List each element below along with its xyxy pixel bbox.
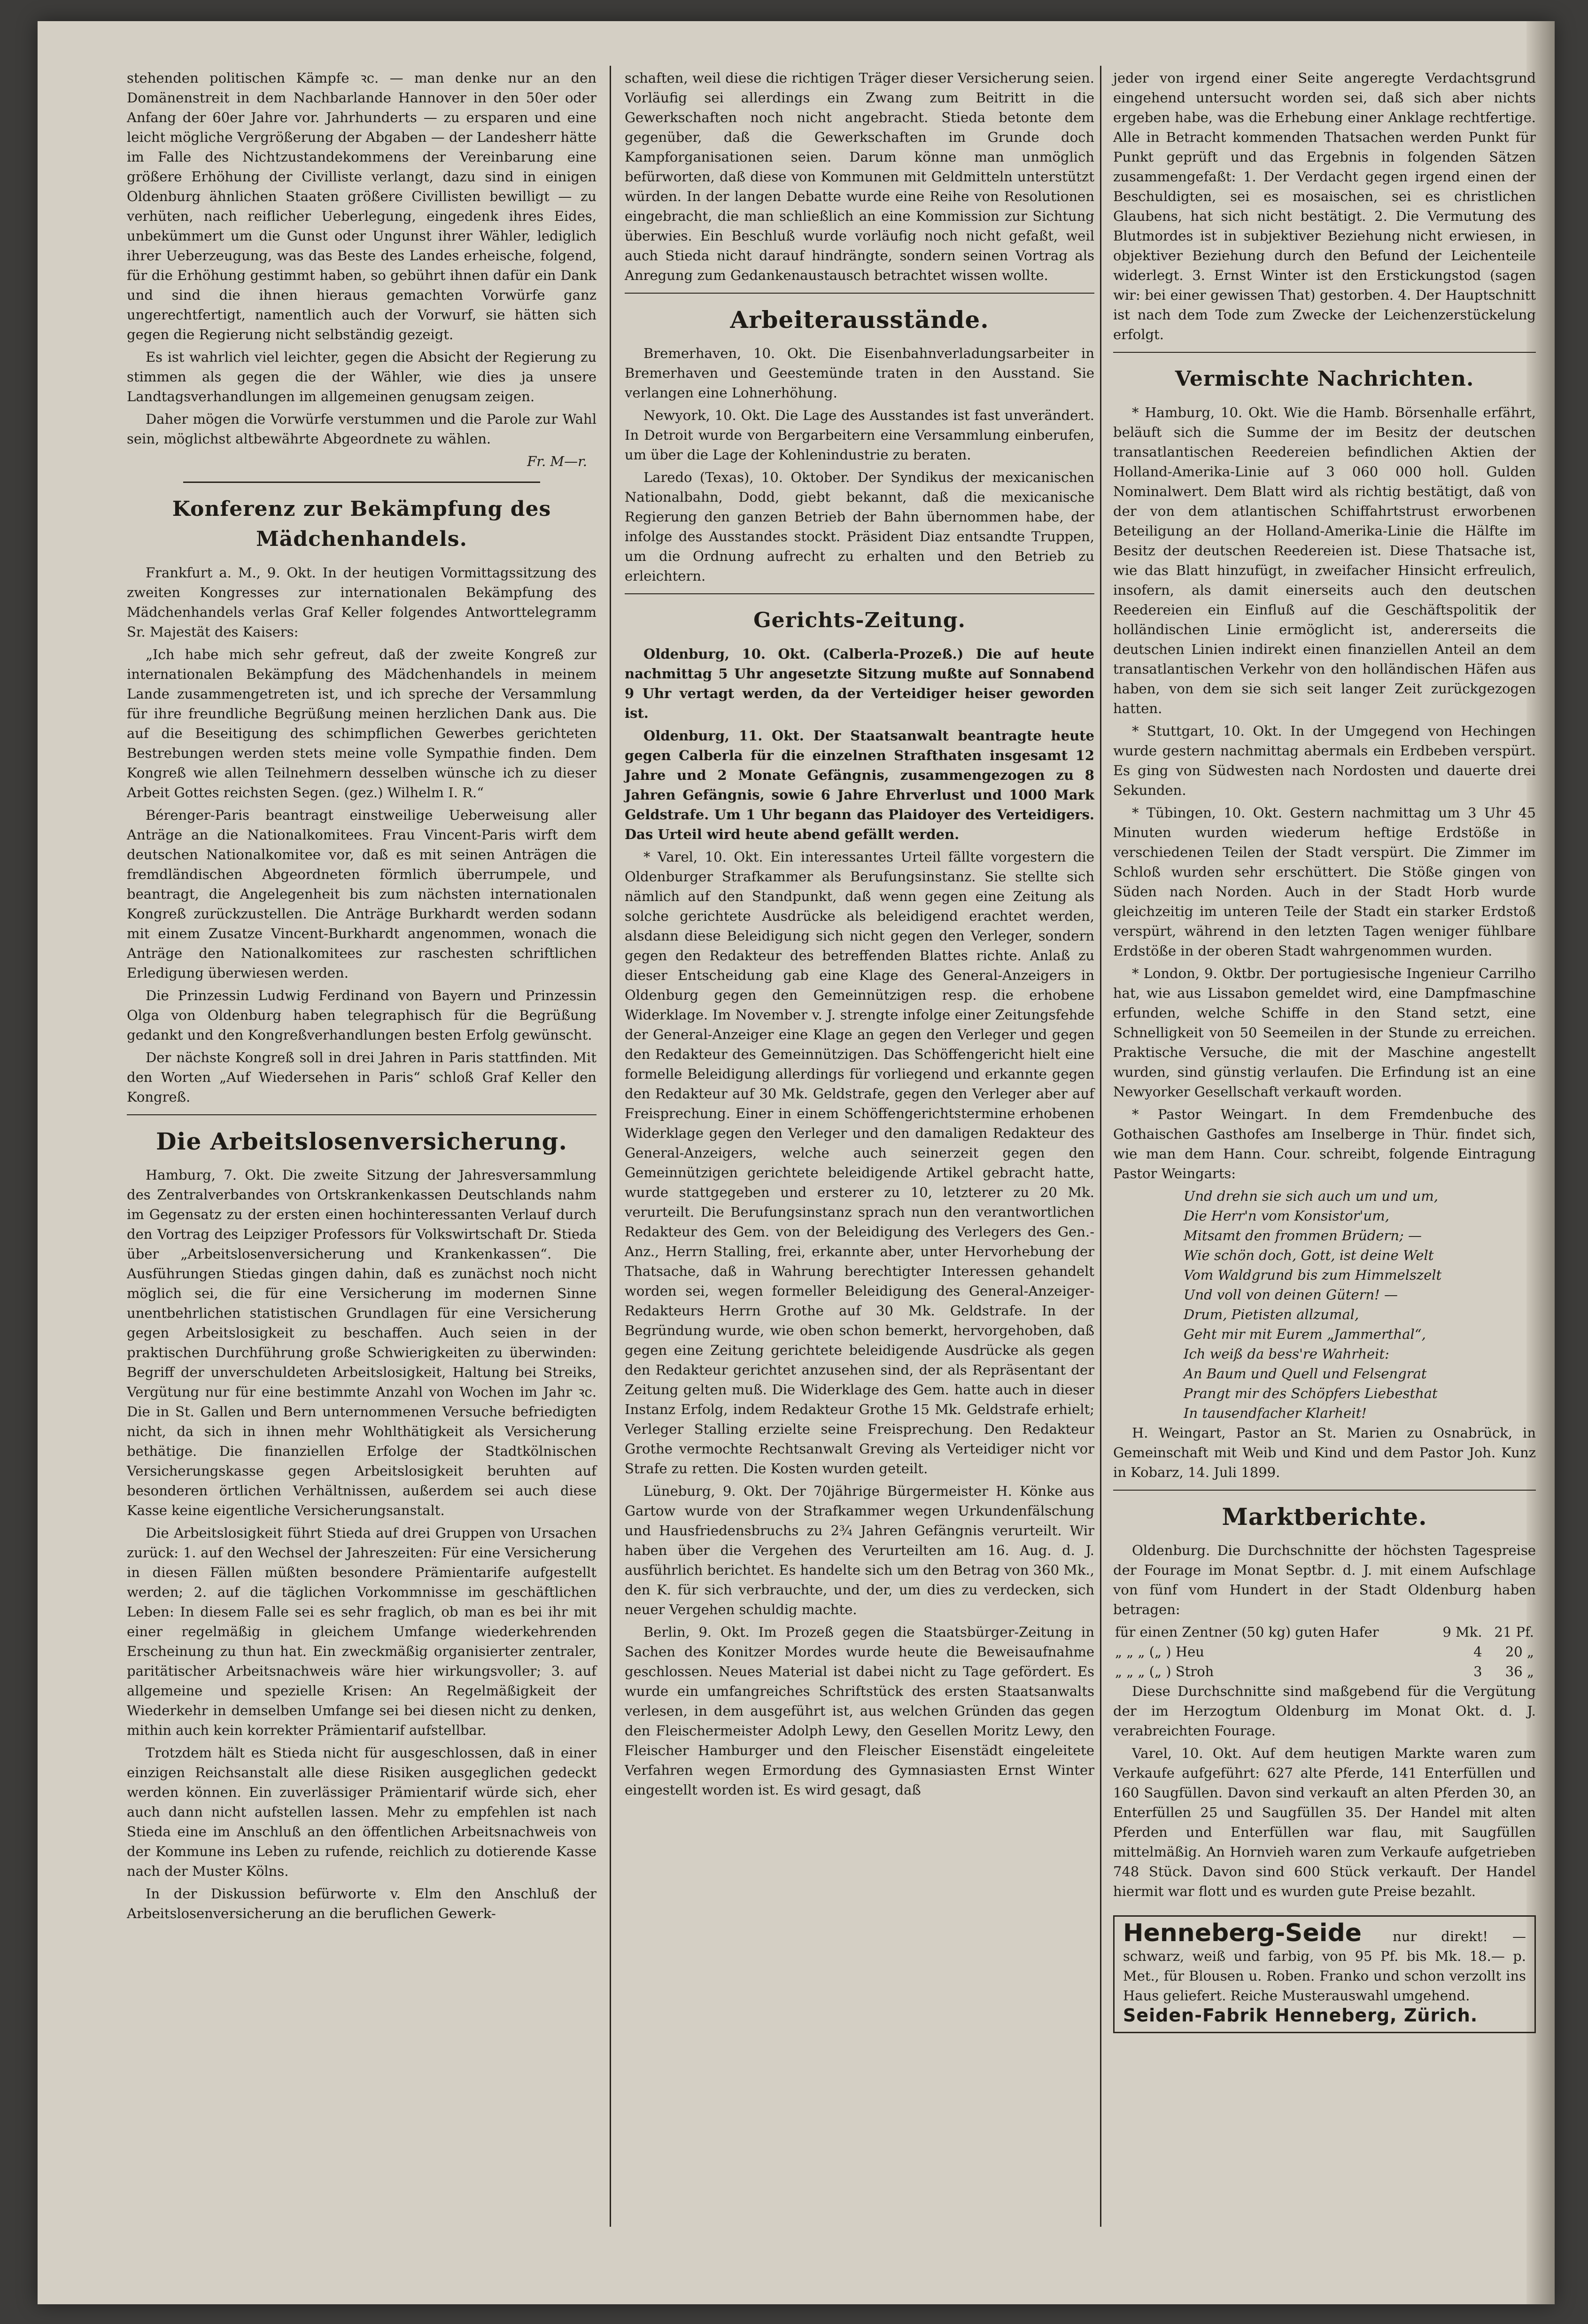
paragraph: „Ich habe mich sehr gefreut, daß der zweite Kongreß zur internationalen Bekämpfung des Mädchenhandels in meinem Lande zusammengetreten ist, und ich spreche der Versammlung für ihre freundliche Begrüßung meinen herzlichen Dank aus. Die auf die Beseitigung des schimpflichen Gewerbes gerichteten Bestrebungen werden stets meine volle Sympathie finden. Dem Kongreß wie allen Teilnehmern desselben wünsche ich zu dieser Arbeit Gottes reichsten Segen. (gez.) Wilhelm I. R.“ — [127, 646, 596, 801]
poem-line: Prangt mir des Schöpfers Liebesthat — [1184, 1385, 1438, 1401]
ad-text: nur direkt! — schwarz, weiß und farbig, von 95 Pf. bis Mk. 18.— p. Met., für Blousen u. Roben. Franko und schon verzollt ins Haus geliefert. Reiche Musterauswahl umgehend. — [1123, 1928, 1526, 2004]
separator — [1113, 352, 1536, 353]
paragraph: Berlin, 9. Okt. Im Prozeß gegen die Staatsbürger-Zeitung in Sachen des Konitzer Mordes wurde heute die Beweisaufnahme geschlossen. Neues Material ist dabei nicht zu Tage gefördert. Es wurde ein umfangreiches Schriftstück des ersten Staatsanwalts verlesen, in dem ausgeführt ist, aus welchen Gründen das gegen den Fleischermeister Adolph Lewy, den Gesellen Moritz Lewy, den Fleischer Hamburger und den Fleischer Eisenstädt eingeleitete Verfahren wegen Ermordung des Gymnasiasten Ernst Winter eingestellt worden ist. Es wird gesagt, daß — [625, 1624, 1094, 1798]
paragraph: Frankfurt a. M., 9. Okt. In der heutigen Vormittagssitzung des zweiten Kongresses zur internationalen Bekämpfung des Mädchenhandels verlas Graf Keller folgendes Antworttelegramm Sr. Majestät des Kaisers: — [127, 565, 596, 640]
column-2 — [625, 68, 1094, 1803]
price-table — [1113, 1622, 1536, 1681]
separator — [625, 593, 1094, 594]
poem-line: Drum, Pietisten allzumal, — [1184, 1306, 1359, 1322]
section-heading: Gerichts-Zeitung. — [753, 608, 966, 632]
poem-line: Vom Waldgrund bis zum Himmelszelt — [1184, 1267, 1442, 1283]
column-3 — [1113, 68, 1536, 2033]
section-heading: Die Arbeitslosenversicherung. — [156, 1127, 567, 1155]
poem-line: Und drehn sie sich auch um und um, — [1184, 1188, 1438, 1204]
ad-brand: Henneberg-Seide — [1123, 1919, 1362, 1947]
paragraph: Die Arbeitslosigkeit führt Stieda auf drei Gruppen von Ursachen zurück: 1. auf den Wechsel der Jahreszeiten: Für eine Versicherung in diesen Fällen müßten besondere Prämientarife aufgestellt werden; 2. auf die täglichen Vorkommnisse im geschäftlichen Leben: In diesem Falle sei es sehr fraglich, ob man es bei ihr mit einer regelmäßig in gleichem Umfange wiederkehrenden Erscheinung zu thun hat. Ein zweckmäßig organisierter zentraler, paritätischer Arbeitsnachweis wäre hier wirkungsvoller; 3. auf allgemeine und spezielle Krisen: An Regelmäßigkeit der Wiederkehr in demselben Umfange sei bei diesen nicht zu denken, mithin auch kein korrekter Prämientarif aufstellbar. — [127, 1525, 596, 1738]
poem-line: Und voll von deinen Gütern! — — [1184, 1287, 1398, 1303]
column-1 — [127, 68, 596, 1926]
paragraph: * Stuttgart, 10. Okt. In der Umgegend von Hechingen wurde gestern nachmittag abermals ein Erdbeben verspürt. Es ging von Südwesten nach Nordosten und dauerte drei Sekunden. — [1113, 723, 1536, 798]
separator — [127, 1114, 596, 1115]
poem-line: Die Herr'n vom Konsistor'um, — [1184, 1208, 1389, 1224]
bold-bulletin: Oldenburg, 11. Okt. Der Staatsanwalt beantragte heute gegen Calberla für die einzelnen Strafthaten insgesamt 12 Jahre und 2 Monate Gefängnis, zusammengezogen zu 8 Jahren Gefängnis, sowie 6 Jahre Ehrverlust und 1000 Mark Geldstrafe. Um 1 Uhr begann das Plaidoyer des Verteidigers. Das Urteil wird heute abend gefällt werden. — [625, 728, 1094, 842]
poem-signature: H. Weingart, Pastor an St. Marien zu Osnabrück, in Gemeinschaft mit Weib und Kind und dem Pastor Joh. Kunz in Kobarz, 14. Juli 1899. — [1113, 1425, 1536, 1480]
paragraph: Laredo (Texas), 10. Oktober. Der Syndikus der mexicanischen Nationalbahn, Dodd, giebt bekannt, daß die mexicanische Regierung den ganzen Betrieb der Bahn übernommen habe, der infolge des Ausstandes stockt. Präsident Diaz entsandte Truppen, um die Ordnung aufrecht zu erhalten und den Betrieb zu erleichtern. — [625, 469, 1094, 584]
newspaper-page — [38, 21, 1555, 2304]
separator — [625, 293, 1094, 294]
poem-line: Mitsamt den frommen Brüdern; — — [1184, 1228, 1422, 1244]
section-heading: Konferenz zur Bekämpfung des Mädchenhandels. — [172, 497, 551, 551]
paragraph: * Tübingen, 10. Okt. Gestern nachmittag um 3 Uhr 45 Minuten wurden wiederum heftige Erdstöße in verschiedenen Teilen der Stadt verspürt. Die Zimmer im Schloß wurden sehr erschüttert. Die Stöße gingen von Süden nach Norden. Auch in der Stadt Horb wurde gleichzeitig im unteren Teile der Stadt ein starker Erdstoß verspürt, während in den letzten Tagen weniger fühlbare Erdstöße in der oberen Stadt wahrgenommen wurden. — [1113, 805, 1536, 959]
paragraph: Varel, 10. Okt. Auf dem heutigen Markte waren zum Verkaufe aufgeführt: 627 alte Pferde, 141 Enterfüllen und 160 Saugfüllen. Davon sind verkauft an alten Pferden 30, an Enterfüllen 25 und Saugfüllen 35. Der Handel mit alten Pferden und Enterfüllen war flau, mit Saugfüllen mittelmäßig. An Hornvieh waren zum Verkaufe aufgetrieben 748 Stück. Davon sind 600 Stück verkauft. Der Handel hiermit war flott und es wurden gute Preise bezahlt. — [1113, 1745, 1536, 1899]
paragraph: Trotzdem hält es Stieda nicht für ausgeschlossen, daß in einer einzigen Reichsanstalt alle diese Risiken ausgeglichen gedeckt werden können. Ein zuverlässiger Prämientarif würde sich, eher auch dann nicht aufstellen lassen. Mehr zu empfehlen ist nach Stieda eine im Anschluß an den öffentlichen Arbeitsnachweis von der Kommune ins Leben zu rufende, reichlich zu dotierende Kasse nach der Muster Kölns. — [127, 1745, 596, 1879]
table-row — [1113, 1642, 1536, 1662]
paragraph: Der nächste Kongreß soll in drei Jahren in Paris stattfinden. Mit den Worten „Auf Wiedersehen in Paris“ schloß Graf Keller den Kongreß. — [127, 1049, 596, 1105]
table-cell: 4 — [1473, 1644, 1482, 1660]
poem-line: An Baum und Quell und Felsengrat — [1184, 1366, 1427, 1382]
paragraph: Bremerhaven, 10. Okt. Die Eisenbahnverladungsarbeiter in Bremerhaven und Geestemünde traten in den Ausstand. Sie verlangen eine Lohnerhöhung. — [625, 345, 1094, 401]
table-cell: für einen Zentner (50 kg) guten Hafer — [1115, 1624, 1379, 1640]
paragraph: stehenden politischen Kämpfe ꝛc. — man denke nur an den Domänenstreit in dem Nachbarlande Hannover in den 50er oder Anfang der 60er Jahre vor. Jahrhunderts — zu ersparen und eine leicht mögliche Vergrößerung der Abgaben — der Landesherr hätte im Falle des Nichtzustandekommens der Vereinbarung eine größere Erhöhung der Civilliste verlangt, dazu sind in einigen Oldenburg ähnlichen Staaten größere Civillisten bewilligt — zu verhüten, nach reiflicher Ueberlegung, eingedenk ihres Eides, unbekümmert um die Gunst oder Ungunst ihrer Wähler, lediglich ihrer Ueberzeugung, was das Beste des Landes erheische, folgend, für die Erhöhung gestimmt haben, so gebührt ihnen dafür ein Dank und sind die ihnen hieraus gemachten Vorwürfe ganz ungerechtfertigt, namentlich auch der Vorwurf, sie hätten sich gegen die Regierung nicht selbständig gezeigt. — [127, 70, 596, 342]
table-cell: 20 „ — [1505, 1644, 1534, 1660]
paragraph: Diese Durchschnitte sind maßgebend für die Vergütung der im Herzogtum Oldenburg im Monat Okt. d. J. verabreichten Fourage. — [1113, 1683, 1536, 1739]
paragraph: Bérenger-Paris beantragt einstweilige Ueberweisung aller Anträge an die Nationalkomitees. Frau Vincent-Paris wirft dem deutschen Nationalkomitee vor, daß es mit seinen Anträgen die fremdländischen Abgeordneten förmlich überrumpele, und beantragt, die Angelegenheit bis zum nächsten internationalen Kongreß zurückzustellen. Die Anträge Burkhardt werden sodann mit einem Zusatze Vincent-Burkhardt angenommen, wonach die Anträge den Nationalkomitees zur raschesten schriftlichen Erledigung überwiesen werden. — [127, 807, 596, 981]
paragraph: * Hamburg, 10. Okt. Wie die Hamb. Börsenhalle erfährt, beläuft sich die Summe der im Besitz der deutschen transatlantischen Reedereien befindlichen Aktien der Holland-Amerika-Linie auf 3 060 000 holl. Gulden Nominalwert. Dem Blatt wird als richtig bestätigt, daß von der von dem atlantischen Schiffahrtstrust erworbenen Beteiligung an der Holland-Amerika-Linie die Hälfte im Besitz der deutschen Reedereien ist. Diese Thatsache ist, wie das Blatt hinzufügt, in zweifacher Hinsicht erfreulich, insofern, als damit einerseits auch den deutschen Reedereien ein Einfluß auf die Geschäftspolitik der holländischen Linie ermöglicht ist, andererseits die deutschen Linien indirekt einen finanziellen Anteil an dem transatlantischen Verkehr von den holländischen Häfen aus haben, von dem sie sich seit langer Zeit zurückgezogen hatten. — [1113, 404, 1536, 716]
table-cell: 36 „ — [1505, 1663, 1534, 1679]
table-row — [1113, 1662, 1536, 1681]
paragraph: jeder von irgend einer Seite angeregte Verdachtsgrund eingehend untersucht worden sei, daß sich aber nichts ergeben habe, was die Erhebung einer Anklage rechtfertige. Alle in Betracht kommenden Thatsachen werden Punkt für Punkt geprüft und das Ergebnis in folgenden Sätzen zusammengefaßt: 1. Der Verdacht gegen irgend einen der Beschuldigten, sei es mosaischen, sei es christlichen Glaubens, hat sich nicht bestätigt. 2. Die Vermutung des Blutmordes ist in subjektiver Beziehung nicht erwiesen, in objektiver Beziehung durch den Befund der Leichenteile widerlegt. 3. Ernst Winter ist den Erstickungstod (sagen wir: bei einer gewissen That) gestorben. 4. Der Hauptschnitt ist nach dem Tode zum Zwecke der Leichenzerstückelung erfolgt. — [1113, 70, 1536, 342]
bold-bulletin: Oldenburg, 10. Okt. (Calberla-Prozeß.) Die auf heute nachmittag 5 Uhr angesetzte Sitzung mußte auf Sonnabend 9 Uhr vertagt werden, da der Verteidiger heiser geworden ist. — [625, 646, 1094, 721]
separator — [1113, 1490, 1536, 1491]
table-cell: 3 — [1473, 1663, 1482, 1679]
paragraph: Newyork, 10. Okt. Die Lage des Ausstandes ist fast unverändert. In Detroit wurde von Bergarbeitern eine Versammlung einberufen, um über die Lage der Kohlenindustrie zu beraten. — [625, 407, 1094, 463]
poem-line: Ich weiß da bess're Wahrheit: — [1184, 1346, 1389, 1362]
paragraph: Es ist wahrlich viel leichter, gegen die Absicht der Regierung zu stimmen als gegen die der Wähler, wie dies ja unsere Landtagsverhandlungen im allgemeinen genugsam zeigen. — [127, 349, 596, 404]
table-cell: „ „ „ („ ) Stroh — [1115, 1663, 1214, 1679]
paragraph: Hamburg, 7. Okt. Die zweite Sitzung der Jahresversammlung des Zentralverbandes von Ortskrankenkassen Deutschlands nahm im Gegensatz zu der ersten einen hochinteressanten Verlauf durch den Vortrag des Leipziger Professors für Volkswirtschaft Dr. Stieda über „Arbeitslosenversicherung und Krankenkassen“. Die Ausführungen Stiedas gingen dahin, daß es zunächst noch nicht möglich sei, die für eine Versicherung im modernen Sinne unentbehrlichen statistischen Grundlagen für eine Versicherung gegen Arbeitslosigkeit zu beschaffen. Auch seien in der praktischen Durchführung große Schwierigkeiten zu überwinden: Begriff der unverschuldeten Arbeitslosigkeit, Haltung bei Streiks, Vergütung nur für eine bestimmte Anzahl von Wochen im Jahr ꝛc. Die in St. Gallen und Bern unternommenen Versuche befriedigten nicht, da sich in ihnen mehr Wohlthätigkeit als Versicherung bethätige. Die finanziellen Erfolge der Stadtkölnischen Versicherungskasse gegen Arbeitslosigkeit beruhten auf besonderen örtlichen Verhältnissen, außerdem sei auch diese Kasse keine eigentliche Versicherungsanstalt. — [127, 1167, 596, 1518]
table-cell: 9 Mk. — [1442, 1624, 1482, 1640]
table-cell: „ „ „ („ ) Heu — [1115, 1644, 1204, 1660]
paragraph: Oldenburg. Die Durchschnitte der höchsten Tagespreise der Fourage im Monat Septbr. d. J. mit einem Aufschlage von fünf vom Hundert in der Stadt Oldenburg haben betragen: — [1113, 1542, 1536, 1617]
poem-line: Wie schön doch, Gott, ist deine Welt — [1184, 1247, 1434, 1263]
section-heading: Marktberichte. — [1222, 1503, 1427, 1531]
paragraph: schaften, weil diese die richtigen Träger dieser Versicherung seien. Vorläufig sei allerdings ein Zwang zum Beitritt in die Gewerkschaften noch nicht angebracht. Stieda betonte dem gegenüber, daß die Gewerkschaften im Grunde doch Kampforganisationen seien. Darum könne man unmöglich befürworten, daß diese von Kommunen mit Geldmitteln unterstützt würden. In der langen Debatte wurde eine Reihe von Resolutionen eingebracht, die man schließlich an eine Kommission zur Sichtung überwies. Ein Beschluß wurde vorläufig noch nicht gefaßt, weil auch Stieda nicht darauf hindrängte, sondern seinen Vortrag als Anregung zum Gedankenaustausch betrachtet wissen wollte. — [625, 70, 1094, 283]
table-row — [1113, 1622, 1536, 1642]
separator — [183, 482, 540, 483]
section-heading: Vermischte Nachrichten. — [1175, 367, 1474, 391]
poem — [1113, 1186, 1536, 1423]
ad-firm: Seiden-Fabrik Henneberg, Zürich. — [1123, 2005, 1478, 2026]
poem-line: In tausendfacher Klarheit! — [1184, 1405, 1367, 1421]
paragraph: * Varel, 10. Okt. Ein interessantes Urteil fällte vorgestern die Oldenburger Strafkammer als Berufungsinstanz. Sie stellte sich nämlich auf den Standpunkt, daß wenn gegen eine Zeitung als solche gerichtete Ausdrücke als beleidigend erachtet werden, alsdann diese Beleidigung sich nicht gegen den Verleger, sondern gegen den Redakteur des betreffenden Blattes richte. Anlaß zu dieser Entscheidung gab eine Klage des General-Anzeigers in Oldenburg gegen den Gemeinnützigen resp. die erhobene Widerklage. Im November v. J. strengte infolge einer Zeitungsfehde der General-Anzeiger eine Klage an gegen den Verleger und gegen den Redakteur des Gemeinnützigen. Das Schöffengericht hielt eine formelle Beleidigung allerdings für vorliegend und erkannte gegen den Redakteur auf 30 Mk. Geldstrafe, gegen den Verleger aber auf Freisprechung. Einer in einem Schöffengerichtstermine erhobenen Widerklage gegen den Verleger und den damaligen Redakteur des General-Anzeigers, welche auch seinerzeit gegen den Gemeinnützigen gerichtete beleidigende Artikel gebracht hatte, wurde stattgegeben und ersterer zu 10, letzterer zu 20 Mk. verurteilt. Die Berufungsinstanz sprach nun den verantwortlichen Redakteur des Gem. von der Beleidigung des Verlegers des Gen.-Anz., Herrn Stalling, frei, erkannte aber, unter Hervorhebung der Thatsache, daß in Wahrung berechtigter Interessen gehandelt worden sei, wegen formeller Beleidigung des General-Anzeiger-Redakteurs Herrn Grothe auf 30 Mk. Geldstrafe. In der Begründung wurde, wie oben schon bemerkt, hervorgehoben, daß gegen eine Zeitung gerichtete beleidigende Ausdrücke als gegen den Redakteur gerichtet anzusehen sind, der als Repräsentant der Zeitung gelten muß. Die Widerklage des Gem. hatte auch in dieser Instanz Erfolg, indem Redakteur Grothe 15 Mk. Geldstrafe erhielt; Verleger Stalling erzielte seine Freisprechung. Den Redakteur Grothe vermochte Rechtsanwalt Greving als Verteidiger nicht vor Strafe zu retten. Die Kosten wurden geteilt. — [625, 849, 1094, 1477]
column-rule — [610, 66, 611, 2227]
paragraph: * London, 9. Oktbr. Der portugiesische Ingenieur Carrilho hat, wie aus Lissabon gemeldet wird, eine Dampfmaschine erfunden, welche Schiffe in den Stand setzt, eine Schnelligkeit von 50 Seemeilen in der Stunde zu erreichen. Praktische Versuche, die mit der Maschine angestellt wurden, sind günstig verlaufen. Die Erfindung ist an eine Newyorker Gesellschaft verkauft worden. — [1113, 965, 1536, 1100]
paragraph: Die Prinzessin Ludwig Ferdinand von Bayern und Prinzessin Olga von Oldenburg haben telegraphisch für die Begrüßung gedankt und den Kongreßverhandlungen besten Erfolg gewünscht. — [127, 987, 596, 1043]
poem-line: Geht mir mit Eurem „Jammerthal“, — [1184, 1326, 1426, 1342]
column-rule — [1100, 66, 1101, 2227]
paragraph: * Pastor Weingart. In dem Fremdenbuche des Gothaischen Gasthofes am Inselberge in Thür. findet sich, wie man dem Hann. Cour. schreibt, folgende Eintragung Pastor Weingarts: — [1113, 1106, 1536, 1181]
table-cell: 21 Pf. — [1494, 1624, 1534, 1640]
section-heading: Arbeiterausstände. — [730, 306, 989, 334]
paragraph: Daher mögen die Vorwürfe verstummen und die Parole zur Wahl sein, möglichst altbewährte Abgeordnete zu wählen. — [127, 411, 596, 447]
signature: Fr. M—r. — [527, 453, 587, 469]
paragraph: In der Diskussion befürworte v. Elm den Anschluß der Arbeitslosenversicherung an die beruflichen Gewerk- — [127, 1886, 596, 1921]
advertisement — [1113, 1915, 1536, 2033]
paragraph: Lüneburg, 9. Okt. Der 70jährige Bürgermeister H. Könke aus Gartow wurde von der Strafkammer wegen Urkundenfälschung und Hausfriedensbruchs zu 2¾ Jahren Gefängnis verurteilt. Wir haben über die Vergehen des Verurteilten am 16. Aug. d. J. ausführlich berichtet. Es handelte sich um den Betrag von 360 Mk., den K. für sich verbrauchte, und der, um dies zu verdecken, sich neuer Vergehen schuldig machte. — [625, 1483, 1094, 1617]
